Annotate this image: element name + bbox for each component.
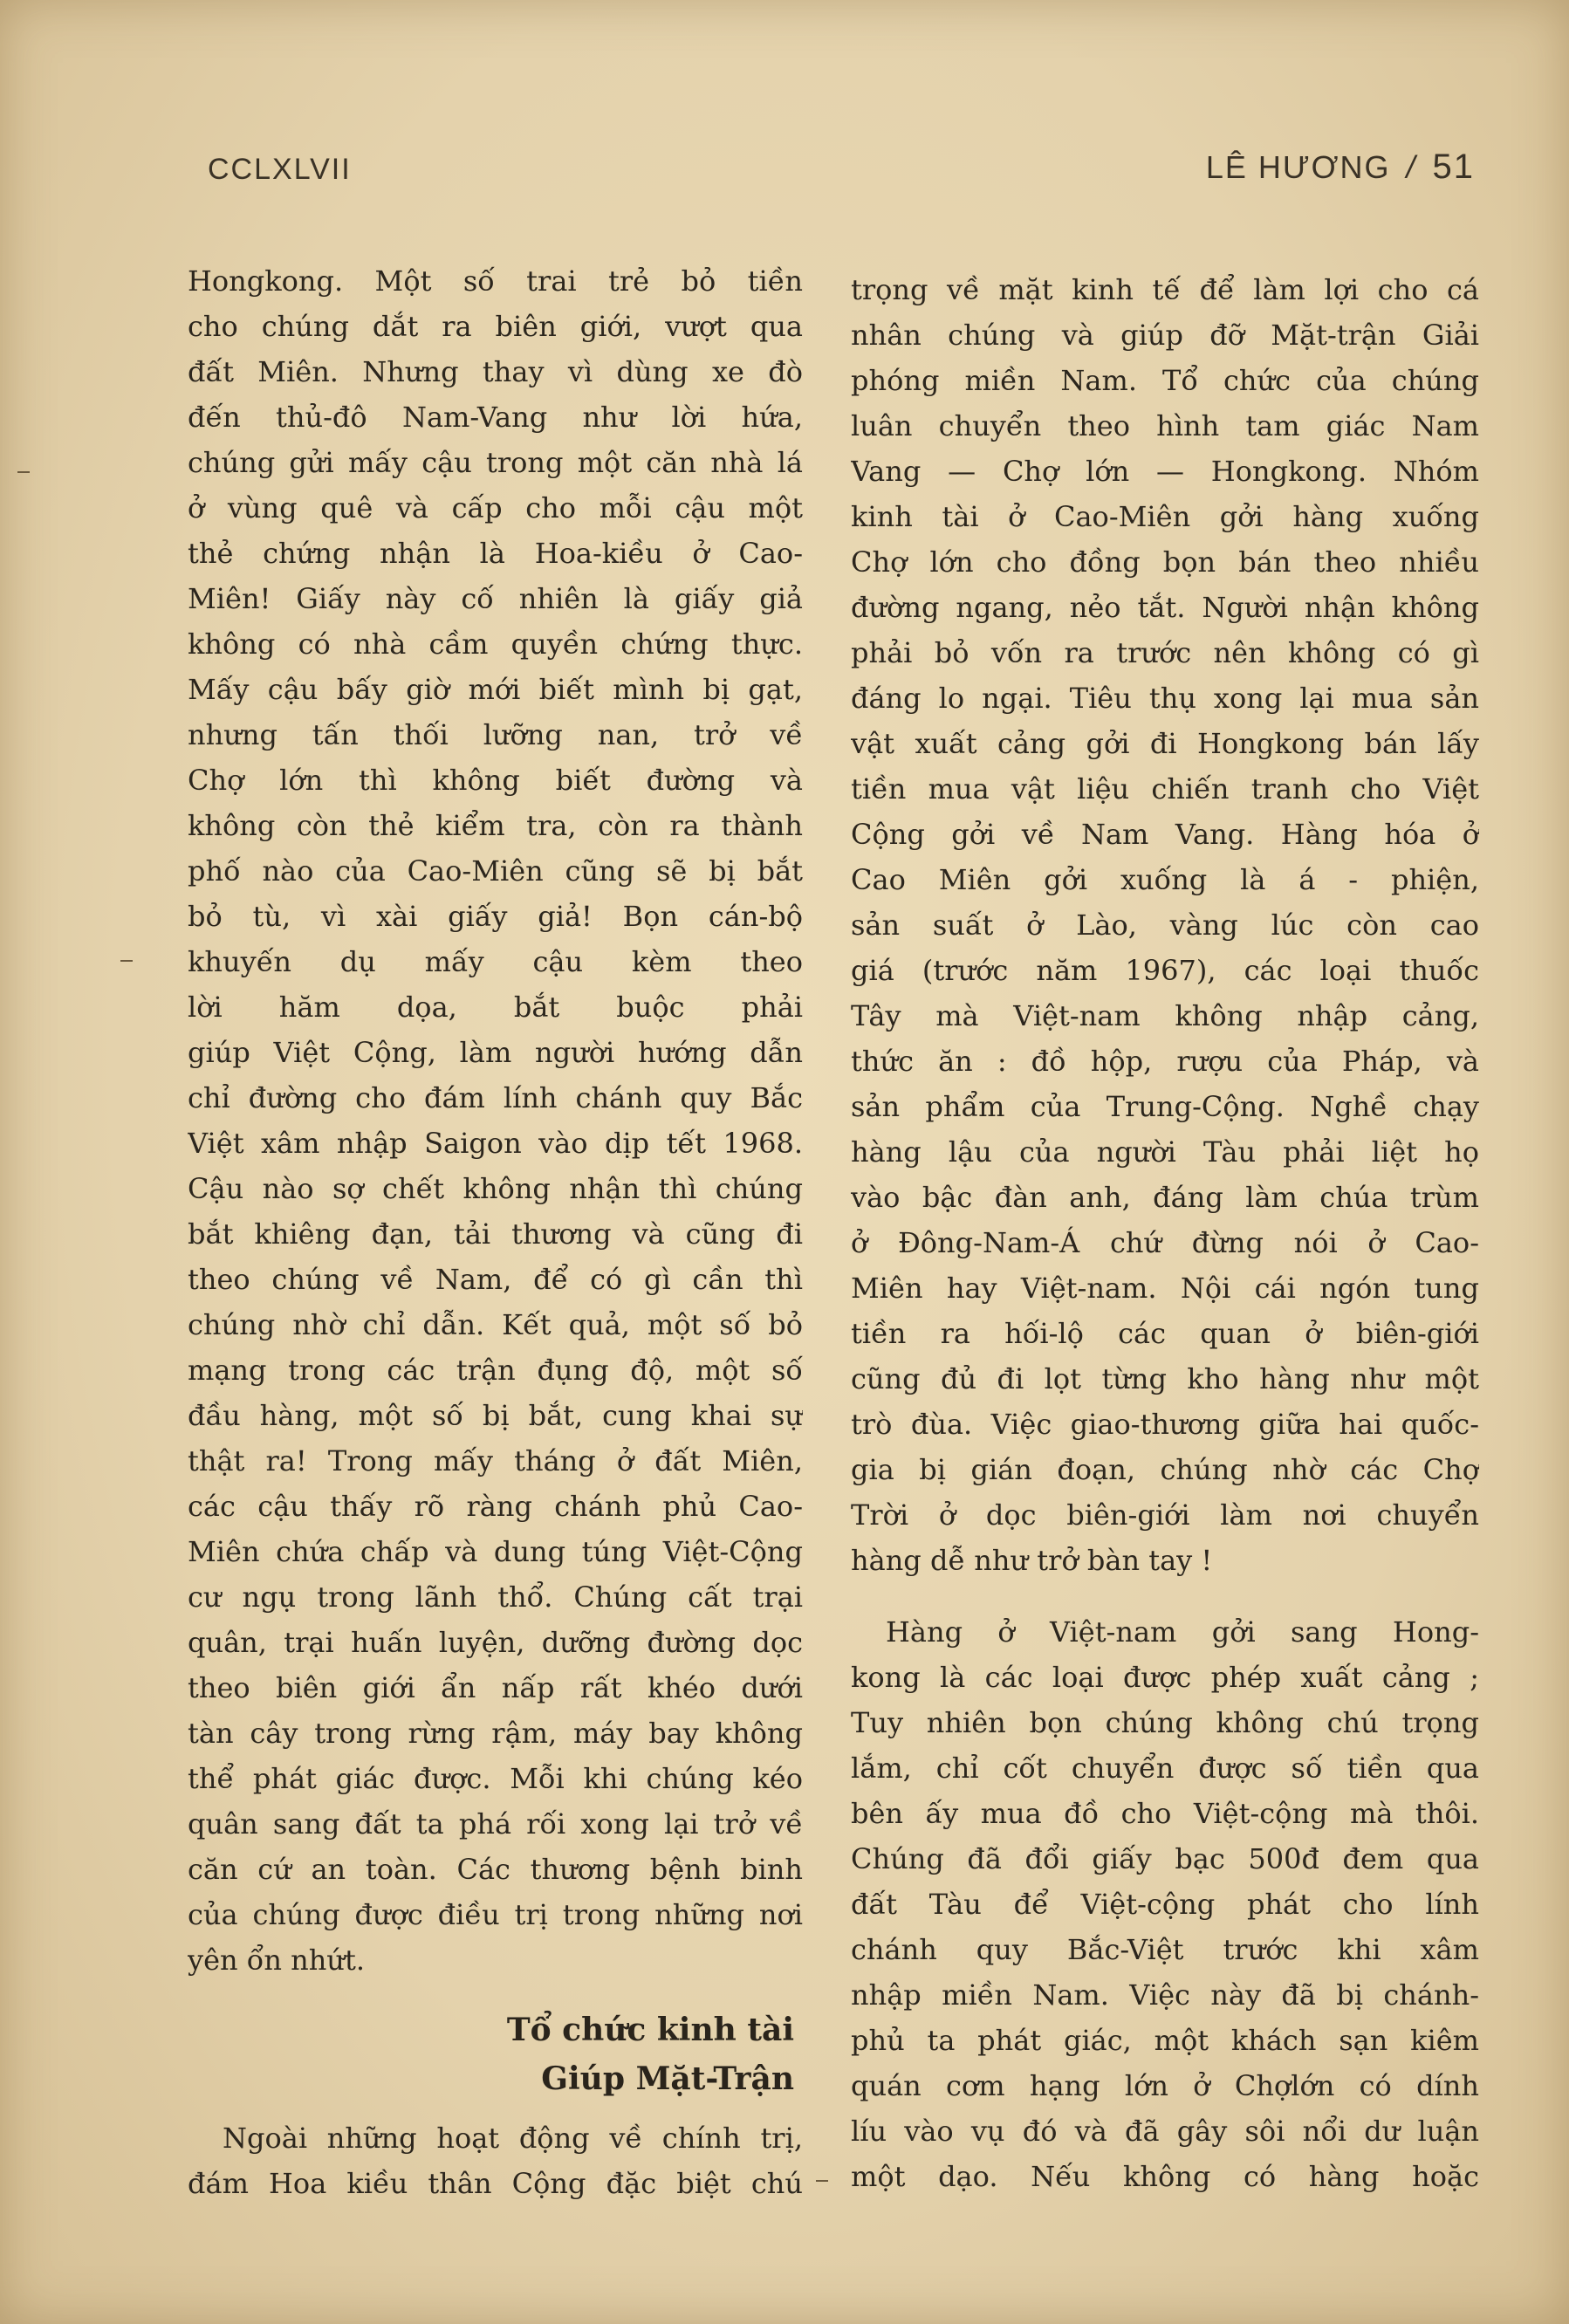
text-line: vào bậc đàn anh, đáng làm chúa trùm <box>851 1181 1479 1214</box>
text-line: quân, trại huấn luyện, dưỡng đường dọc <box>188 1626 803 1659</box>
paragraph-gap <box>851 1583 1479 1609</box>
text-line: líu vào vụ đó và đã gây sôi nổi dư luận <box>851 2115 1479 2148</box>
text-line: hàng dễ như trở bàn tay ! <box>851 1544 1213 1577</box>
text-line: thức ăn : đồ hộp, rượu của Pháp, và <box>851 1045 1479 1078</box>
text-line: Cộng gởi về Nam Vang. Hàng hóa ở <box>851 818 1479 851</box>
text-line: đến thủ-đô Nam-Vang như lời hứa, <box>188 401 803 434</box>
text-line: phủ ta phát giác, một khách sạn kiêm <box>851 2024 1479 2057</box>
margin-mark <box>816 2180 828 2182</box>
text-line: trọng về mặt kinh tế để làm lợi cho cá <box>851 273 1479 306</box>
text-line: Mấy cậu bấy giờ mới biết mình bị gạt, <box>188 673 803 706</box>
text-line: đầu hàng, một số bị bắt, cung khai sự <box>188 1399 803 1432</box>
text-line: Chợ lớn thì không biết đường và <box>188 764 803 797</box>
text-line: giúp Việt Cộng, làm người hướng dẫn <box>188 1036 803 1069</box>
text-line: cư ngụ trong lãnh thổ. Chúng cất trại <box>188 1580 803 1614</box>
text-line: Chúng đã đổi giấy bạc 500đ đem qua <box>851 1842 1479 1875</box>
left-column <box>188 258 803 2206</box>
text-line: đất Miên. Nhưng thay vì dùng xe đò <box>188 355 803 388</box>
right-column-paragraph-2 <box>851 1609 1479 2199</box>
text-line: yên ổn nhứt. <box>188 1944 366 1977</box>
text-line: sản suất ở Lào, vàng lúc còn cao <box>851 908 1479 942</box>
text-line: chúng gửi mấy cậu trong một căn nhà lá <box>188 446 803 479</box>
text-line: Việt xâm nhập Saigon vào dịp tết 1968. <box>188 1127 803 1160</box>
section-subheading <box>188 2005 803 2103</box>
text-line: thể phát giác được. Mỗi khi chúng kéo <box>188 1762 803 1795</box>
text-line: lời hăm dọa, bắt buộc phải <box>188 991 803 1024</box>
text-line: giá (trước năm 1967), các loại thuốc <box>851 954 1479 987</box>
header-right <box>1206 147 1475 187</box>
running-head <box>0 147 1569 205</box>
text-line: các cậu thấy rõ ràng chánh phủ Cao- <box>188 1490 803 1523</box>
text-line: khuyến dụ mấy cậu kèm theo <box>188 945 803 978</box>
text-line: kong là các loại được phép xuất cảng ; <box>851 1661 1479 1694</box>
text-line: Cậu nào sợ chết không nhận thì chúng <box>188 1172 803 1205</box>
text-line: theo chúng về Nam, để có gì cần thì <box>188 1263 803 1296</box>
header-left-code: CCLXLVII <box>208 153 352 186</box>
text-line: nhân chúng và giúp đỡ Mặt-trận Giải <box>851 319 1479 352</box>
text-line: kinh tài ở Cao-Miên gởi hàng xuống <box>851 500 1479 533</box>
text-line: quán cơm hạng lớn ở Chợlớn có dính <box>851 2069 1479 2102</box>
text-line: sản phẩm của Trung-Cộng. Nghề chạy <box>851 1090 1479 1123</box>
subheading-line-1: Tổ chức kinh tài <box>506 2012 794 2048</box>
text-line: đám Hoa kiều thân Cộng đặc biệt chú <box>188 2167 803 2200</box>
text-line: mạng trong các trận đụng độ, một số <box>188 1354 803 1387</box>
text-line: Hàng ở Việt-nam gởi sang Hong- <box>886 1615 1479 1649</box>
right-column <box>851 267 1479 2199</box>
text-line: không có nhà cầm quyền chứng thực. <box>188 627 803 661</box>
text-line: Miên hay Việt-nam. Nội cái ngón tung <box>851 1272 1479 1305</box>
text-line: Miên! Giấy này cố nhiên là giấy giả <box>188 582 803 615</box>
text-line: chúng nhờ chỉ dẫn. Kết quả, một số bỏ <box>188 1308 803 1341</box>
text-line: Miên chứa chấp và dung túng Việt-Cộng <box>188 1535 803 1568</box>
text-line: luân chuyển theo hình tam giác Nam <box>851 409 1479 442</box>
text-line: Chợ lớn cho đồng bọn bán theo nhiều <box>851 545 1479 579</box>
margin-mark <box>120 960 133 962</box>
left-column-text-after-subheading <box>188 2115 803 2206</box>
text-line: hàng lậu của người Tàu phải liệt họ <box>851 1135 1479 1169</box>
text-line: trò đùa. Việc giao-thương giữa hai quốc- <box>851 1408 1479 1441</box>
text-line: tiền mua vật liệu chiến tranh cho Việt <box>851 772 1479 806</box>
text-line: ở vùng quê và cấp cho mỗi cậu một <box>188 491 803 524</box>
text-line: phố nào của Cao-Miên cũng sẽ bị bắt <box>188 854 803 888</box>
text-line: thật ra! Trong mấy tháng ở đất Miên, <box>188 1444 803 1477</box>
text-line: ở Đông-Nam-Á chứ đừng nói ở Cao- <box>851 1226 1479 1259</box>
text-line: đáng lo ngại. Tiêu thụ xong lại mua sản <box>851 682 1479 715</box>
text-line: Tuy nhiên bọn chúng không chú trọng <box>851 1706 1479 1739</box>
text-line: quân sang đất ta phá rối xong lại trở về <box>188 1807 803 1841</box>
right-column-text <box>851 267 1479 1583</box>
header-title: LÊ HƯƠNG <box>1205 149 1391 185</box>
page-number: 51 <box>1432 147 1475 186</box>
text-line: theo biên giới ẩn nấp rất khéo dưới <box>188 1671 803 1704</box>
text-line: phải bỏ vốn ra trước nên không có gì <box>851 636 1479 669</box>
text-line: bên ấy mua đồ cho Việt-cộng mà thôi. <box>851 1797 1479 1830</box>
subheading-line-2: Giúp Mặt-Trận <box>541 2060 794 2097</box>
text-line: đất Tàu để Việt-cộng phát cho lính <box>851 1888 1479 1921</box>
text-line: đường ngang, nẻo tắt. Người nhận không <box>851 591 1479 624</box>
text-line: tàn cây trong rừng rậm, máy bay không <box>188 1717 803 1750</box>
text-line: tiền ra hối-lộ các quan ở biên-giới <box>851 1317 1479 1350</box>
text-line: nhưng tấn thối lưỡng nan, trở về <box>188 718 803 751</box>
text-line: chỉ đường cho đám lính chánh quy Bắc <box>188 1081 803 1114</box>
text-line: thẻ chứng nhận là Hoa-kiều ở Cao- <box>188 537 803 570</box>
left-column-text <box>188 258 803 1983</box>
header-separator: / <box>1406 149 1417 185</box>
text-line: Hongkong. Một số trai trẻ bỏ tiền <box>188 264 803 298</box>
text-line: chánh quy Bắc-Việt trước khi xâm <box>851 1933 1479 1966</box>
text-line: Vang — Chợ lớn — Hongkong. Nhóm <box>851 455 1479 488</box>
margin-mark <box>17 471 30 473</box>
text-line: nhập miền Nam. Việc này đã bị chánh- <box>851 1978 1479 2012</box>
text-line: bỏ tù, vì xài giấy giả! Bọn cán-bộ <box>188 900 803 933</box>
text-line: Trời ở dọc biên-giới làm nơi chuyển <box>851 1498 1479 1532</box>
text-line: phóng miền Nam. Tổ chức của chúng <box>851 364 1479 397</box>
text-line: một dạo. Nếu không có hàng hoặc <box>851 2160 1479 2193</box>
text-line: không còn thẻ kiểm tra, còn ra thành <box>188 809 803 842</box>
text-line: vật xuất cảng gởi đi Hongkong bán lấy <box>851 727 1479 760</box>
text-line: cho chúng dắt ra biên giới, vượt qua <box>188 310 803 343</box>
text-line: cũng đủ đi lọt từng kho hàng như một <box>851 1362 1479 1395</box>
text-line: gia bị gián đoạn, chúng nhờ các Chợ <box>851 1453 1479 1486</box>
text-line: Cao Miên gởi xuống là á - phiện, <box>851 863 1479 896</box>
text-line: Ngoài những hoạt động về chính trị, <box>223 2122 803 2155</box>
text-line: căn cứ an toàn. Các thương bệnh binh <box>188 1853 803 1886</box>
text-line: Tây mà Việt-nam không nhập cảng, <box>851 999 1479 1032</box>
text-line: bắt khiêng đạn, tải thương và cũng đi <box>188 1217 803 1251</box>
text-line: của chúng được điều trị trong những nơi <box>188 1898 803 1931</box>
text-line: lắm, chỉ cốt chuyển được số tiền qua <box>851 1752 1479 1785</box>
